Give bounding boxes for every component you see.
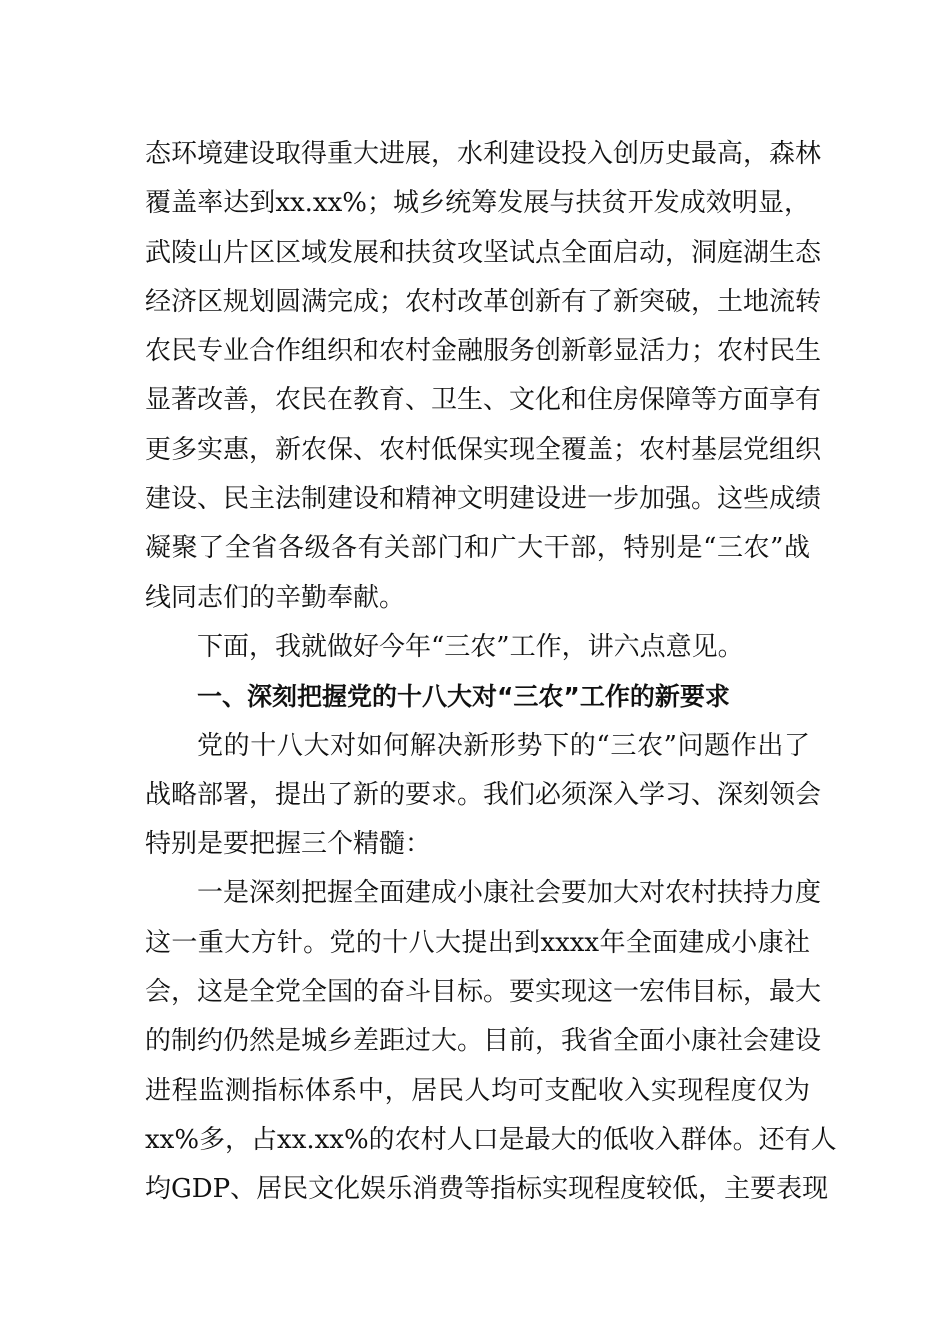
text-line: 战略部署，提出了新的要求。我们必须深入学习、深刻领会 (145, 779, 822, 810)
paragraph-start-line: 一是深刻把握全面建成小康社会要加大对农村扶持力度 (197, 878, 822, 909)
section-heading: 一、深刻把握党的十八大对“三农”工作的新要求 (197, 682, 730, 712)
text-line: 武陵山片区区域发展和扶贫攻坚试点全面启动，洞庭湖生态 (145, 237, 822, 268)
paragraph-start-line: 下面，我就做好今年“三农”工作，讲六点意见。 (197, 631, 744, 662)
text-line: 这一重大方针。党的十八大提出到xxxx年全面建成小康社 (145, 927, 810, 958)
text-line: 线同志们的辛勤奉献。 (145, 582, 406, 613)
text-line: 经济区规划圆满完成；农村改革创新有了新突破，土地流转 (145, 286, 822, 317)
text-line: 显著改善，农民在教育、卫生、文化和住房保障等方面享有 (145, 385, 822, 416)
text-line: 农民专业合作组织和农村金融服务创新彰显活力；农村民生 (145, 336, 822, 367)
text-line: 态环境建设取得重大进展，水利建设投入创历史最高，森林 (145, 139, 822, 169)
text-line: 会，这是全党全国的奋斗目标。要实现这一宏伟目标，最大 (145, 977, 822, 1008)
text-line: 特别是要把握三个精髓： (145, 829, 432, 860)
body-text (145, 130, 837, 1215)
text-line: 建设、民主法制建设和精神文明建设进一步加强。这些成绩 (145, 484, 822, 515)
text-line: 进程监测指标体系中，居民人均可支配收入实现程度仅为 (145, 1075, 810, 1106)
paragraph-start-line: 党的十八大对如何解决新形势下的“三农”问题作出了 (197, 730, 810, 761)
text-line: xx%多，占xx.xx%的农村人口是最大的低收入群体。还有人 (145, 1124, 837, 1155)
text-line: 均GDP、居民文化娱乐消费等指标实现程度较低，主要表现 (145, 1174, 829, 1205)
text-line: 覆盖率达到xx.xx%；城乡统筹发展与扶贫开发成效明显， (145, 188, 810, 219)
text-line: 的制约仍然是城乡差距过大。目前，我省全面小康社会建设 (145, 1026, 822, 1057)
text-line: 凝聚了全省各级各有关部门和广大干部，特别是“三农”战 (145, 533, 810, 564)
text-line: 更多实惠，新农保、农村低保实现全覆盖；农村基层党组织 (145, 434, 822, 465)
